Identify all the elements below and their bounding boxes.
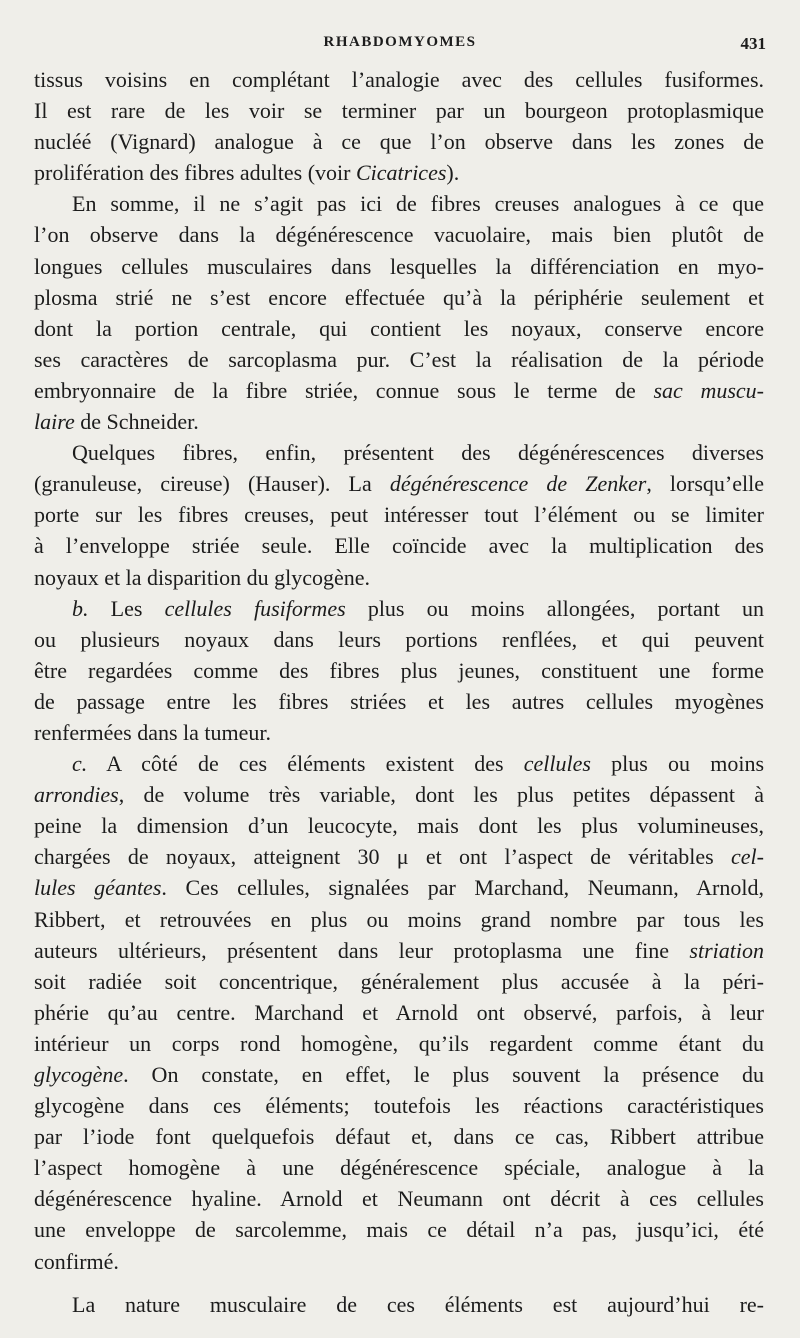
text-line: arrondies, de volume très variable, dont les plus petites dépassent à (34, 782, 764, 808)
text-line: plosma strié ne s’est encore effectuée qu’à la périphérie seulement et (34, 284, 764, 310)
text-line: tissus voisins en complétant l’analogie avec des cellules fusiformes. (34, 67, 764, 92)
text-line: de passage entre les fibres striées et les autres cellules myogènes (34, 688, 764, 714)
text-line: prolifération des fibres adultes (voir Cicatrices). (34, 160, 460, 186)
text-line: auteurs ultérieurs, présentent dans leur protoplasma une fine striation (34, 937, 764, 963)
text-line: à l’enveloppe striée seule. Elle coïncide avec la multiplication des (34, 533, 764, 559)
text-line: b. Les cellules fusiformes plus ou moins allongées, portant un (72, 595, 764, 621)
text-line: glycogène dans ces éléments; toutefois les réactions caractéristiques (34, 1093, 764, 1119)
text-line: intérieur un corps rond homogène, qu’ils regardent comme étant du (34, 1030, 764, 1056)
text-line: Il est rare de les voir se terminer par un bourgeon protoplasmique (34, 98, 764, 124)
text-line: lules géantes. Ces cellules, signalées par Marchand, Neumann, Arnold, (34, 875, 764, 901)
text-line: ses caractères de sarcoplasma pur. C’est la réalisation de la période (34, 346, 764, 372)
text-line: renfermées dans la tumeur. (34, 719, 272, 745)
text-line: être regardées comme des fibres plus jeunes, constituent une forme (34, 657, 764, 683)
text-line: chargées de noyaux, atteignent 30 μ et ont l’aspect de véritables cel- (34, 844, 764, 870)
page-number: 431 (740, 34, 766, 53)
text-line: soit radiée soit concentrique, généralement plus accusée à la péri- (34, 968, 764, 994)
text-line: La nature musculaire de ces éléments est aujourd’hui re- (72, 1291, 764, 1317)
text-line: nucléé (Vignard) analogue à ce que l’on observe dans les zones de (34, 129, 764, 155)
text-line: porte sur les fibres creuses, peut intéresser tout l’élément ou se limiter (34, 502, 764, 528)
text-line: par l’iode font quelquefois défaut et, dans ce cas, Ribbert attribue (34, 1124, 764, 1150)
body-text (34, 64, 764, 1320)
text-line: phérie qu’au centre. Marchand et Arnold ont observé, parfois, à leur (34, 999, 764, 1025)
text-line: confirmé. (34, 1248, 119, 1274)
text-line: Ribbert, et retrouvées en plus ou moins grand nombre par tous les (34, 906, 764, 932)
text-line: l’on observe dans la dégénérescence vacuolaire, mais bien plutôt de (34, 222, 764, 248)
text-line: c. A côté de ces éléments existent des cellules plus ou moins (72, 751, 764, 777)
text-line: peine la dimension d’un leucocyte, mais dont les plus volumineuses, (34, 813, 764, 839)
text-line: l’aspect homogène à une dégénérescence spéciale, analogue à la (34, 1155, 764, 1181)
text-line: (granuleuse, cireuse) (Hauser). La dégénérescence de Zenker, lorsqu’elle (34, 471, 764, 497)
text-line: glycogène. On constate, en effet, le plus souvent la présence du (34, 1062, 764, 1087)
text-line: laire de Schneider. (34, 409, 199, 435)
text-line: une enveloppe de sarcolemme, mais ce détail n’a pas, jusqu’ici, été (34, 1217, 764, 1243)
running-head: RHABDOMYOMES (323, 34, 477, 50)
text-line: dont la portion centrale, qui contient les noyaux, conserve encore (34, 315, 764, 341)
page-header (0, 34, 800, 58)
text-line: embryonnaire de la fibre striée, connue sous le terme de sac muscu- (34, 377, 764, 403)
text-line: Quelques fibres, enfin, présentent des dégénérescences diverses (72, 440, 764, 466)
text-line: noyaux et la disparition du glycogène. (34, 564, 371, 590)
text-line: dégénérescence hyaline. Arnold et Neumann ont décrit à ces cellules (34, 1186, 764, 1212)
text-line: En somme, il ne s’agit pas ici de fibres creuses analogues à ce que (72, 191, 764, 217)
text-line: ou plusieurs noyaux dans leurs portions renflées, et qui peuvent (34, 626, 764, 652)
text-line: longues cellules musculaires dans lesquelles la différenciation en myo- (34, 253, 764, 279)
